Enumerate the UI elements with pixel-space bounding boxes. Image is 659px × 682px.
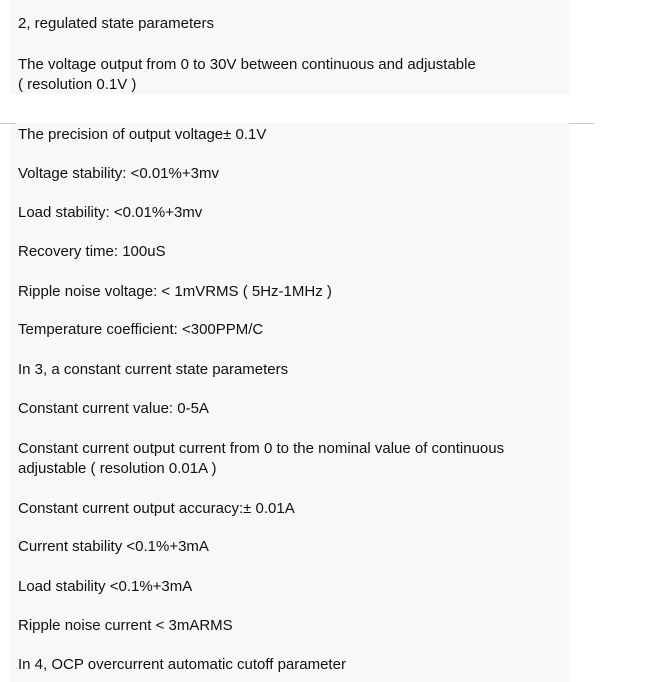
section-heading-ocp: In 4, OCP overcurrent automatic cutoff parameter: [18, 656, 346, 673]
ripple-noise-current: Ripple noise current < 3mARMS: [18, 617, 233, 634]
load-stability-voltage: Load stability: <0.01%+3mv: [18, 204, 203, 221]
voltage-stability: Voltage stability: <0.01%+3mv: [18, 165, 219, 182]
section-heading-regulated: 2, regulated state parameters: [18, 15, 214, 32]
constant-current-value: Constant current value: 0-5A: [18, 400, 209, 417]
voltage-output-line-1: The voltage output from 0 to 30V between continuous and adjustable: [18, 56, 476, 73]
voltage-output-line-2: ( resolution 0.1V ): [18, 76, 137, 93]
section-heading-constant-current: In 3, a constant current state parameters: [18, 361, 289, 378]
recovery-time: Recovery time: 100uS: [18, 243, 166, 260]
divider-right: [569, 123, 594, 124]
voltage-precision: The precision of output voltage± 0.1V: [18, 126, 267, 143]
divider-left: [0, 123, 16, 124]
cc-output-accuracy: Constant current output accuracy:± 0.01A: [18, 500, 295, 517]
cc-output-line-2: adjustable ( resolution 0.01A ): [18, 460, 217, 477]
load-stability-current: Load stability <0.1%+3mA: [18, 578, 193, 595]
temperature-coefficient: Temperature coefficient: <300PPM/C: [18, 321, 264, 338]
cc-output-line-1: Constant current output current from 0 to the nominal value of continuous: [18, 440, 505, 457]
ripple-noise-voltage: Ripple noise voltage: < 1mVRMS ( 5Hz-1MHz ): [18, 283, 332, 300]
current-stability: Current stability <0.1%+3mA: [18, 538, 209, 555]
